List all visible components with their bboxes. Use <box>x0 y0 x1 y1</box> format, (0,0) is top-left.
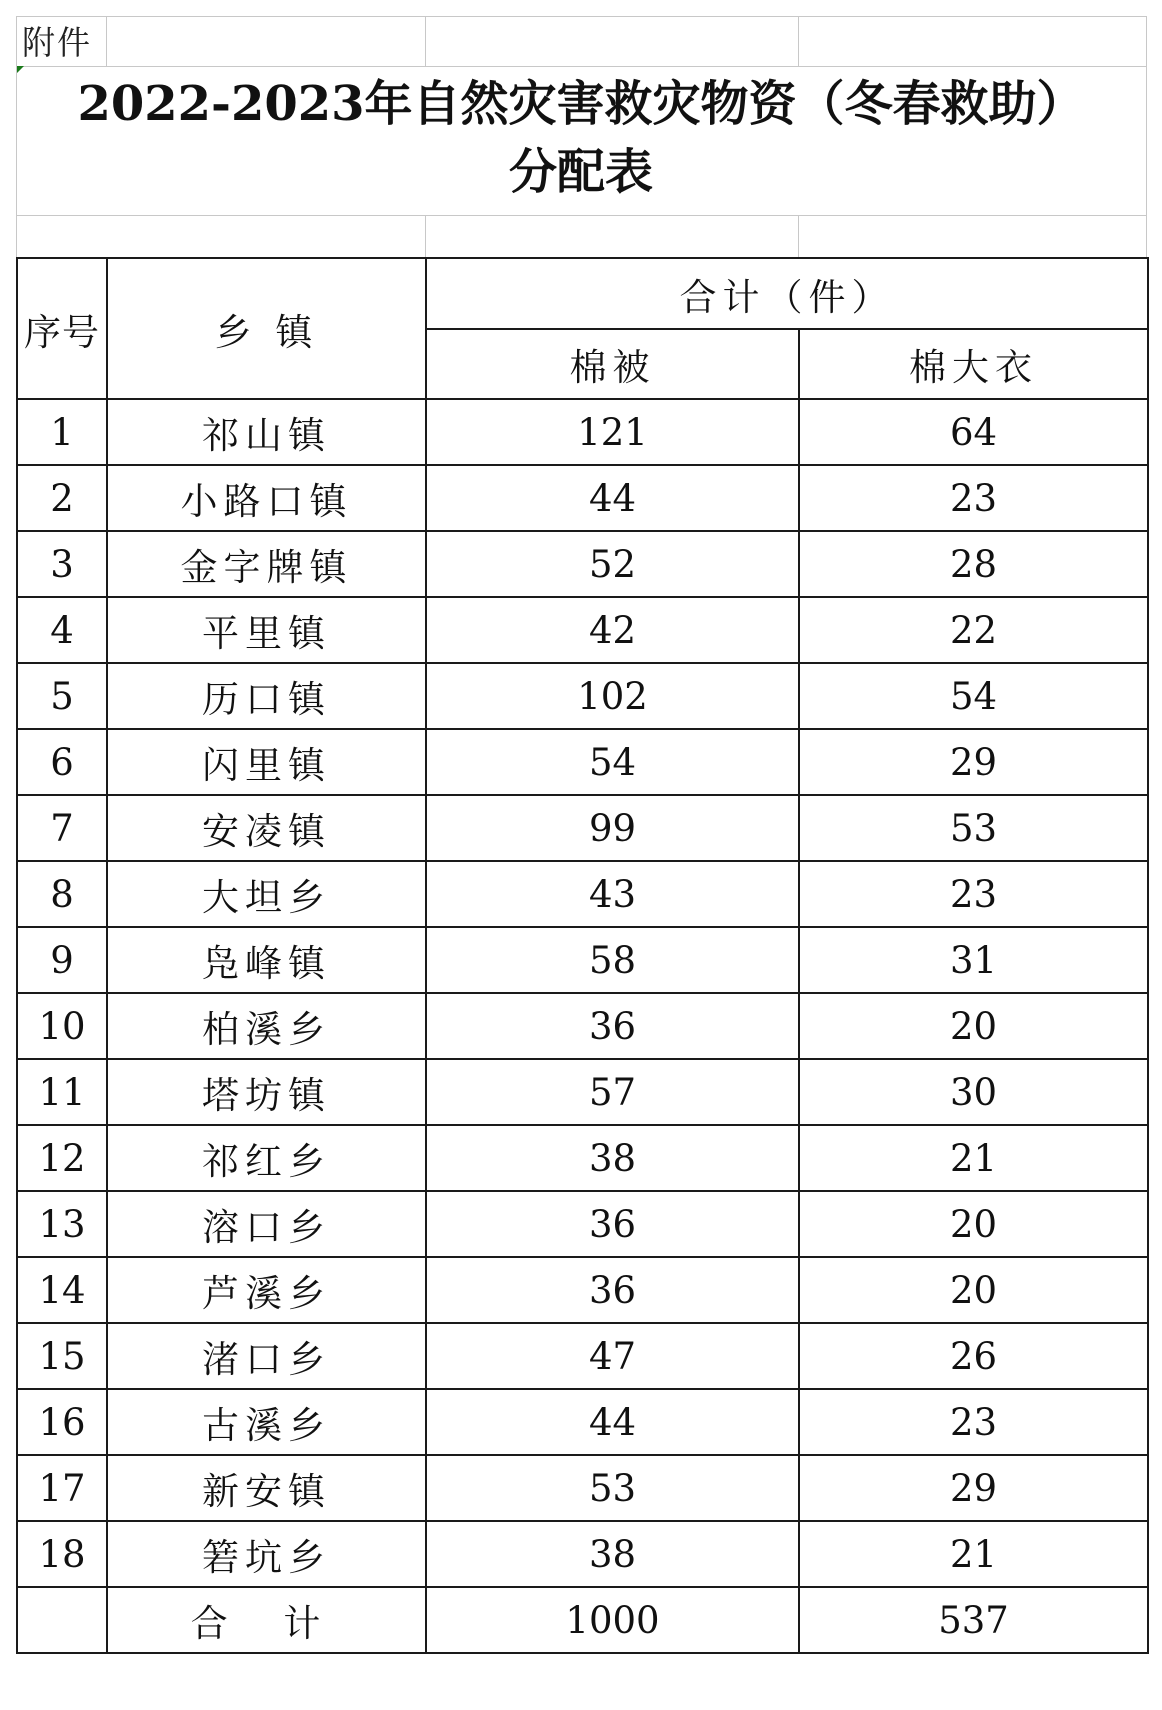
cell-index: 7 <box>17 795 107 861</box>
cell-town: 箬坑乡 <box>107 1521 426 1587</box>
cell-coat: 54 <box>799 663 1148 729</box>
table-row <box>17 861 1148 927</box>
cell-town: 平里镇 <box>107 597 426 663</box>
cell-quilt: 36 <box>426 1257 799 1323</box>
total-index <box>17 1587 107 1653</box>
cell-coat: 20 <box>799 993 1148 1059</box>
total-row <box>17 1587 1148 1653</box>
cell-coat: 64 <box>799 399 1148 465</box>
table-row <box>17 1059 1148 1125</box>
grid-line <box>16 215 1147 216</box>
table-row <box>17 1323 1148 1389</box>
cell-town: 溶口乡 <box>107 1191 426 1257</box>
grid-line <box>798 16 799 66</box>
cell-quilt: 36 <box>426 1191 799 1257</box>
cell-quilt: 54 <box>426 729 799 795</box>
grid-line <box>16 16 17 257</box>
cell-town: 芦溪乡 <box>107 1257 426 1323</box>
cell-index: 15 <box>17 1323 107 1389</box>
cell-quilt: 38 <box>426 1125 799 1191</box>
grid-line <box>798 215 799 257</box>
header-quilt: 棉被 <box>426 329 799 399</box>
cell-coat: 21 <box>799 1521 1148 1587</box>
cell-town: 新安镇 <box>107 1455 426 1521</box>
document-title <box>18 70 1144 210</box>
cell-index: 9 <box>17 927 107 993</box>
table-row <box>17 729 1148 795</box>
table-row <box>17 1389 1148 1455</box>
cell-quilt: 44 <box>426 1389 799 1455</box>
cell-coat: 29 <box>799 1455 1148 1521</box>
cell-coat: 21 <box>799 1125 1148 1191</box>
cell-index: 11 <box>17 1059 107 1125</box>
cell-quilt: 43 <box>426 861 799 927</box>
title-line-2: 分配表 <box>508 144 653 200</box>
cell-quilt: 52 <box>426 531 799 597</box>
cell-town: 安凌镇 <box>107 795 426 861</box>
table-row <box>17 795 1148 861</box>
cell-town: 凫峰镇 <box>107 927 426 993</box>
cell-town: 柏溪乡 <box>107 993 426 1059</box>
title-line-1: 2022-2023年自然灾害救灾物资（冬春救助） <box>77 76 1085 132</box>
cell-town: 大坦乡 <box>107 861 426 927</box>
cell-coat: 30 <box>799 1059 1148 1125</box>
cell-town: 小路口镇 <box>107 465 426 531</box>
cell-coat: 23 <box>799 861 1148 927</box>
cell-coat: 23 <box>799 465 1148 531</box>
cell-quilt: 42 <box>426 597 799 663</box>
grid-line <box>16 16 1147 17</box>
grid-line <box>106 16 107 66</box>
total-label: 合 计 <box>107 1587 426 1653</box>
grid-line <box>1146 16 1147 257</box>
table-row <box>17 1125 1148 1191</box>
cell-town: 金字牌镇 <box>107 531 426 597</box>
table-row <box>17 1521 1148 1587</box>
header-coat: 棉大衣 <box>799 329 1148 399</box>
table-row <box>17 927 1148 993</box>
cell-coat: 28 <box>799 531 1148 597</box>
cell-town: 渚口乡 <box>107 1323 426 1389</box>
cell-index: 10 <box>17 993 107 1059</box>
cell-coat: 31 <box>799 927 1148 993</box>
cell-quilt: 121 <box>426 399 799 465</box>
cell-coat: 29 <box>799 729 1148 795</box>
cell-index: 8 <box>17 861 107 927</box>
table-row <box>17 1191 1148 1257</box>
cell-index: 18 <box>17 1521 107 1587</box>
cell-index: 4 <box>17 597 107 663</box>
cell-town: 历口镇 <box>107 663 426 729</box>
table-row <box>17 597 1148 663</box>
table-row <box>17 399 1148 465</box>
cell-quilt: 53 <box>426 1455 799 1521</box>
table-row <box>17 465 1148 531</box>
table-row <box>17 1455 1148 1521</box>
cell-index: 1 <box>17 399 107 465</box>
cell-quilt: 44 <box>426 465 799 531</box>
cell-quilt: 36 <box>426 993 799 1059</box>
cell-quilt: 57 <box>426 1059 799 1125</box>
cell-index: 13 <box>17 1191 107 1257</box>
cell-index: 6 <box>17 729 107 795</box>
cell-coat: 53 <box>799 795 1148 861</box>
table-row <box>17 1257 1148 1323</box>
total-coat: 537 <box>799 1587 1148 1653</box>
cell-coat: 20 <box>799 1257 1148 1323</box>
cell-index: 14 <box>17 1257 107 1323</box>
table-row <box>17 663 1148 729</box>
cell-quilt: 38 <box>426 1521 799 1587</box>
cell-index: 2 <box>17 465 107 531</box>
cell-quilt: 58 <box>426 927 799 993</box>
attachment-label: 附件 <box>22 23 92 62</box>
cell-index: 12 <box>17 1125 107 1191</box>
grid-line <box>16 66 1147 67</box>
header-row <box>17 258 1148 329</box>
cell-town: 塔坊镇 <box>107 1059 426 1125</box>
header-total-group: 合计（件） <box>426 258 1148 329</box>
header-index: 序号 <box>17 258 107 399</box>
cell-coat: 20 <box>799 1191 1148 1257</box>
table-row <box>17 531 1148 597</box>
header-town: 乡 镇 <box>107 258 426 399</box>
cell-town: 古溪乡 <box>107 1389 426 1455</box>
cell-town: 闪里镇 <box>107 729 426 795</box>
grid-line <box>425 215 426 257</box>
table-row <box>17 993 1148 1059</box>
total-quilt: 1000 <box>426 1587 799 1653</box>
cell-town: 祁山镇 <box>107 399 426 465</box>
cell-index: 17 <box>17 1455 107 1521</box>
cell-quilt: 47 <box>426 1323 799 1389</box>
cell-index: 16 <box>17 1389 107 1455</box>
cell-quilt: 102 <box>426 663 799 729</box>
grid-line <box>425 16 426 66</box>
cell-index: 5 <box>17 663 107 729</box>
distribution-table <box>16 257 1149 1654</box>
cell-quilt: 99 <box>426 795 799 861</box>
cell-coat: 22 <box>799 597 1148 663</box>
cell-coat: 23 <box>799 1389 1148 1455</box>
cell-index: 3 <box>17 531 107 597</box>
cell-town: 祁红乡 <box>107 1125 426 1191</box>
cell-coat: 26 <box>799 1323 1148 1389</box>
